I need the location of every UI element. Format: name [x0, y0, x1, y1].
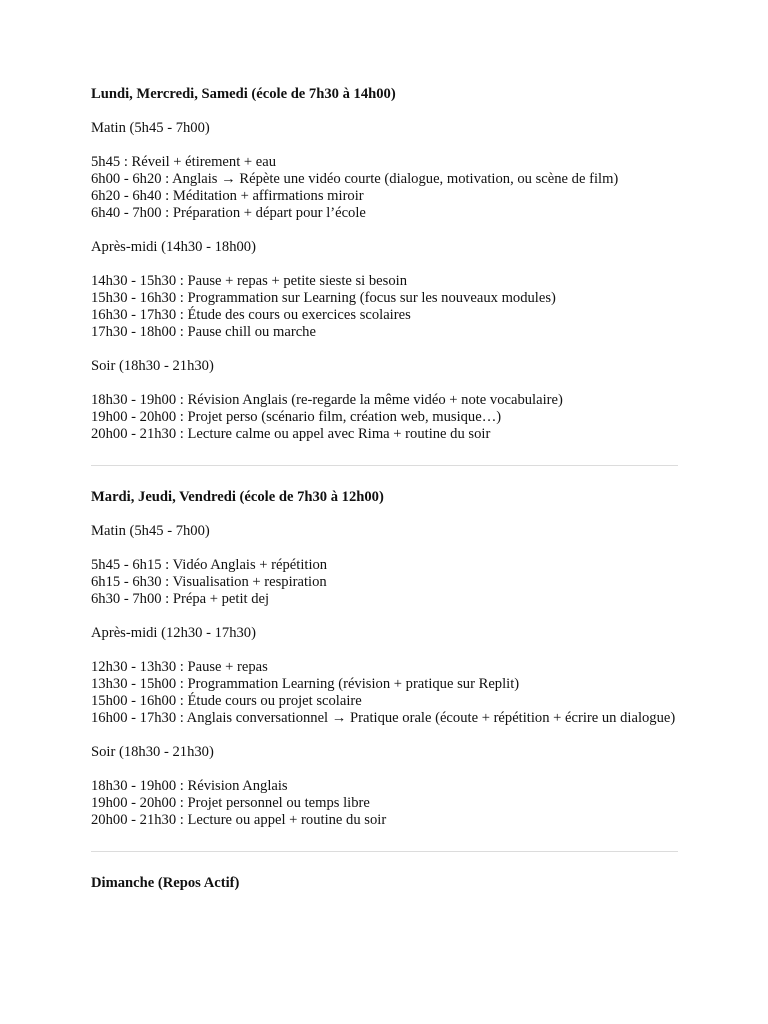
schedule-item: 20h00 - 21h30 : Lecture ou appel + routine du soir	[91, 812, 387, 828]
schedule-item: 12h30 - 13h30 : Pause + repas	[91, 659, 268, 675]
period-items	[91, 392, 678, 443]
schedule-item: 6h20 - 6h40 : Méditation + affirmations miroir	[91, 188, 364, 204]
period-label: Après-midi (12h30 - 17h30)	[91, 625, 256, 641]
schedule-item: 17h30 - 18h00 : Pause chill ou marche	[91, 324, 316, 340]
section-divider	[91, 851, 678, 852]
schedule-item: 19h00 - 20h00 : Projet personnel ou temps libre	[91, 795, 370, 811]
period-label: Après-midi (14h30 - 18h00)	[91, 239, 256, 255]
period-label: Matin (5h45 - 7h00)	[91, 120, 210, 136]
schedule-item: 18h30 - 19h00 : Révision Anglais (re-regarde la même vidéo + note vocabulaire)	[91, 392, 563, 408]
schedule-section-tue-thu-fri	[91, 489, 678, 829]
schedule-item: 13h30 - 15h00 : Programmation Learning (révision + pratique sur Replit)	[91, 676, 520, 692]
schedule-item: 19h00 - 20h00 : Projet perso (scénario film, création web, musique…)	[91, 409, 502, 425]
schedule-item: 6h30 - 7h00 : Prépa + petit dej	[91, 591, 270, 607]
schedule-item: 14h30 - 15h30 : Pause + repas + petite sieste si besoin	[91, 273, 407, 289]
section-heading: Dimanche (Repos Actif)	[91, 875, 240, 891]
schedule-section-mon-wed-sat	[91, 86, 678, 443]
document-page	[91, 86, 678, 892]
schedule-item: 16h00 - 17h30 : Anglais conversationnel → Pratique orale (écoute + répétition + écrire un dialogue)	[91, 710, 676, 726]
schedule-item: 5h45 - 6h15 : Vidéo Anglais + répétition	[91, 557, 328, 573]
schedule-item: 6h40 - 7h00 : Préparation + départ pour l’école	[91, 205, 366, 221]
period-label: Soir (18h30 - 21h30)	[91, 358, 214, 374]
schedule-item: 16h30 - 17h30 : Étude des cours ou exercices scolaires	[91, 307, 411, 323]
period-items	[91, 557, 678, 608]
period-label: Soir (18h30 - 21h30)	[91, 744, 214, 760]
period-items	[91, 778, 678, 829]
period-items	[91, 659, 678, 727]
schedule-item: 5h45 : Réveil + étirement + eau	[91, 154, 277, 170]
section-divider	[91, 465, 678, 466]
section-heading: Lundi, Mercredi, Samedi (école de 7h30 à 14h00)	[91, 86, 396, 102]
schedule-item: 15h00 - 16h00 : Étude cours ou projet scolaire	[91, 693, 362, 709]
schedule-item: 15h30 - 16h30 : Programmation sur Learning (focus sur les nouveaux modules)	[91, 290, 556, 306]
schedule-item: 18h30 - 19h00 : Révision Anglais	[91, 778, 288, 794]
section-heading: Mardi, Jeudi, Vendredi (école de 7h30 à 12h00)	[91, 489, 384, 505]
schedule-item: 20h00 - 21h30 : Lecture calme ou appel avec Rima + routine du soir	[91, 426, 491, 442]
schedule-section-sunday	[91, 875, 678, 892]
schedule-item: 6h00 - 6h20 : Anglais → Répète une vidéo courte (dialogue, motivation, ou scène de film)	[91, 171, 619, 187]
period-label: Matin (5h45 - 7h00)	[91, 523, 210, 539]
period-items	[91, 273, 678, 341]
period-items	[91, 154, 678, 222]
schedule-item: 6h15 - 6h30 : Visualisation + respiration	[91, 574, 327, 590]
